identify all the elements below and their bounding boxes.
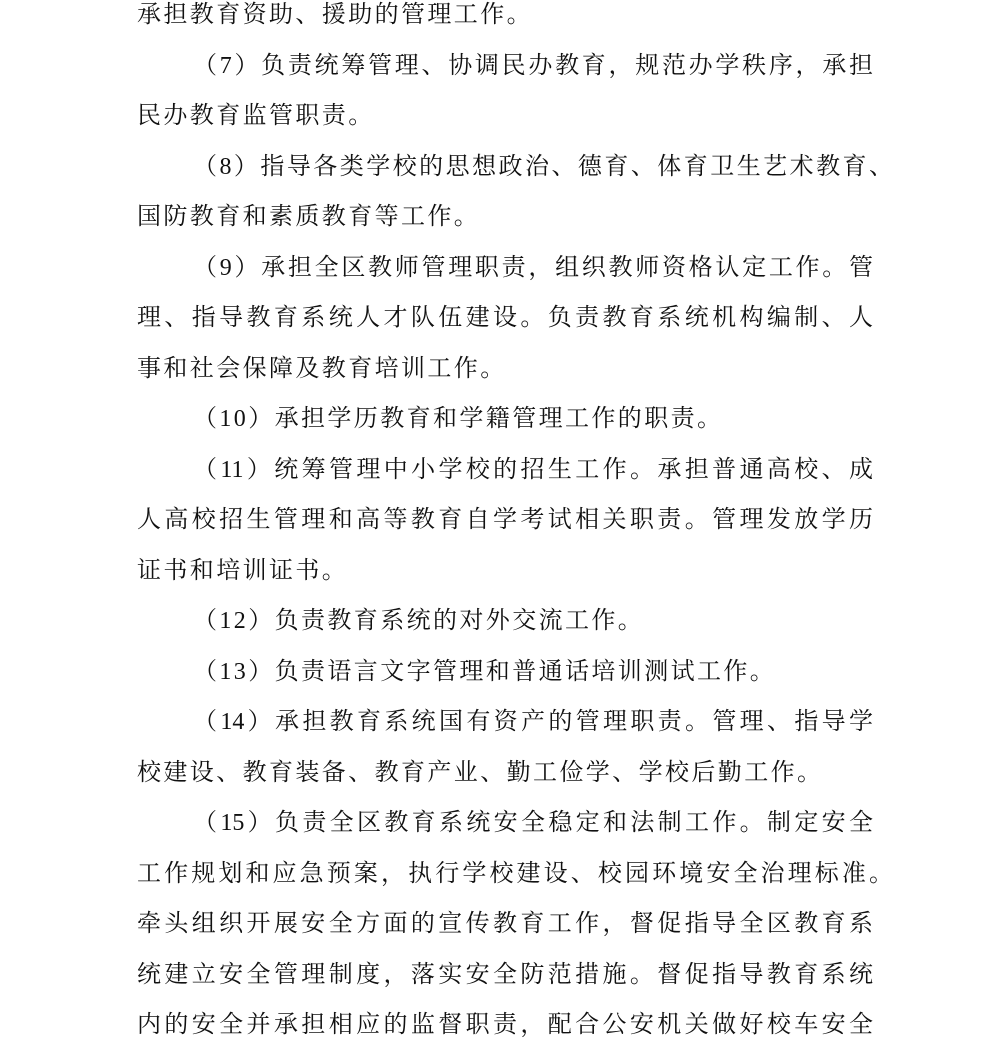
text-line: （9）承担全区教师管理职责，组织教师资格认定工作。管 — [193, 254, 873, 281]
paragraph-12 — [137, 608, 917, 659]
paragraph-13 — [137, 659, 917, 710]
text-line: （10）承担学历教育和学籍管理工作的职责。 — [193, 406, 724, 432]
document-page — [137, 2, 917, 1038]
paragraph-10 — [137, 406, 917, 457]
text-line: 国防教育和素质教育等工作。 — [137, 204, 481, 230]
text-line: 理、指导教育系统人才队伍建设。负责教育系统机构编制、人 — [137, 305, 873, 331]
text-line: 牵头组织开展安全方面的宣传教育工作，督促指导全区教育系 — [137, 911, 873, 937]
text-line: （7）负责统筹管理、协调民办教育，规范办学秩序，承担 — [193, 52, 873, 79]
text-line: （8）指导各类学校的思想政治、德育、体育卫生艺术教育、 — [193, 153, 893, 180]
paragraph-7 — [137, 53, 917, 154]
paragraph-8 — [137, 154, 917, 255]
text-line: （12）负责教育系统的对外交流工作。 — [193, 608, 645, 634]
text-line: 校建设、教育装备、教育产业、勤工俭学、学校后勤工作。 — [137, 759, 824, 786]
text-line: 事和社会保障及教育培训工作。 — [137, 355, 507, 382]
text-line: 内的安全并承担相应的监督职责，配合公安机关做好校车安全 — [137, 1012, 873, 1038]
paragraph-9 — [137, 255, 917, 407]
text-line: （13）负责语言文字管理和普通话培训测试工作。 — [193, 658, 777, 685]
text-line: （11）统筹管理中小学校的招生工作。承担普通高校、成 — [193, 456, 873, 483]
text-line: 工作规划和应急预案，执行学校建设、校园环境安全治理标准。 — [137, 860, 893, 887]
paragraph-15 — [137, 810, 917, 1038]
text-line: 民办教育监管职责。 — [137, 103, 375, 129]
text-line: 承担教育资助、援助的管理工作。 — [137, 2, 533, 28]
text-line: 人高校招生管理和高等教育自学考试相关职责。管理发放学历 — [137, 507, 873, 533]
paragraph-11 — [137, 457, 917, 609]
text-line: （14）承担教育系统国有资产的管理职责。管理、指导学 — [193, 709, 873, 735]
text-line: 证书和培训证书。 — [137, 557, 349, 584]
text-line: （15）负责全区教育系统安全稳定和法制工作。制定安全 — [193, 810, 873, 836]
text-line: 统建立安全管理制度，落实安全防范措施。督促指导教育系统 — [137, 961, 873, 988]
paragraph-14 — [137, 709, 917, 810]
paragraph-6-continued — [137, 2, 917, 53]
